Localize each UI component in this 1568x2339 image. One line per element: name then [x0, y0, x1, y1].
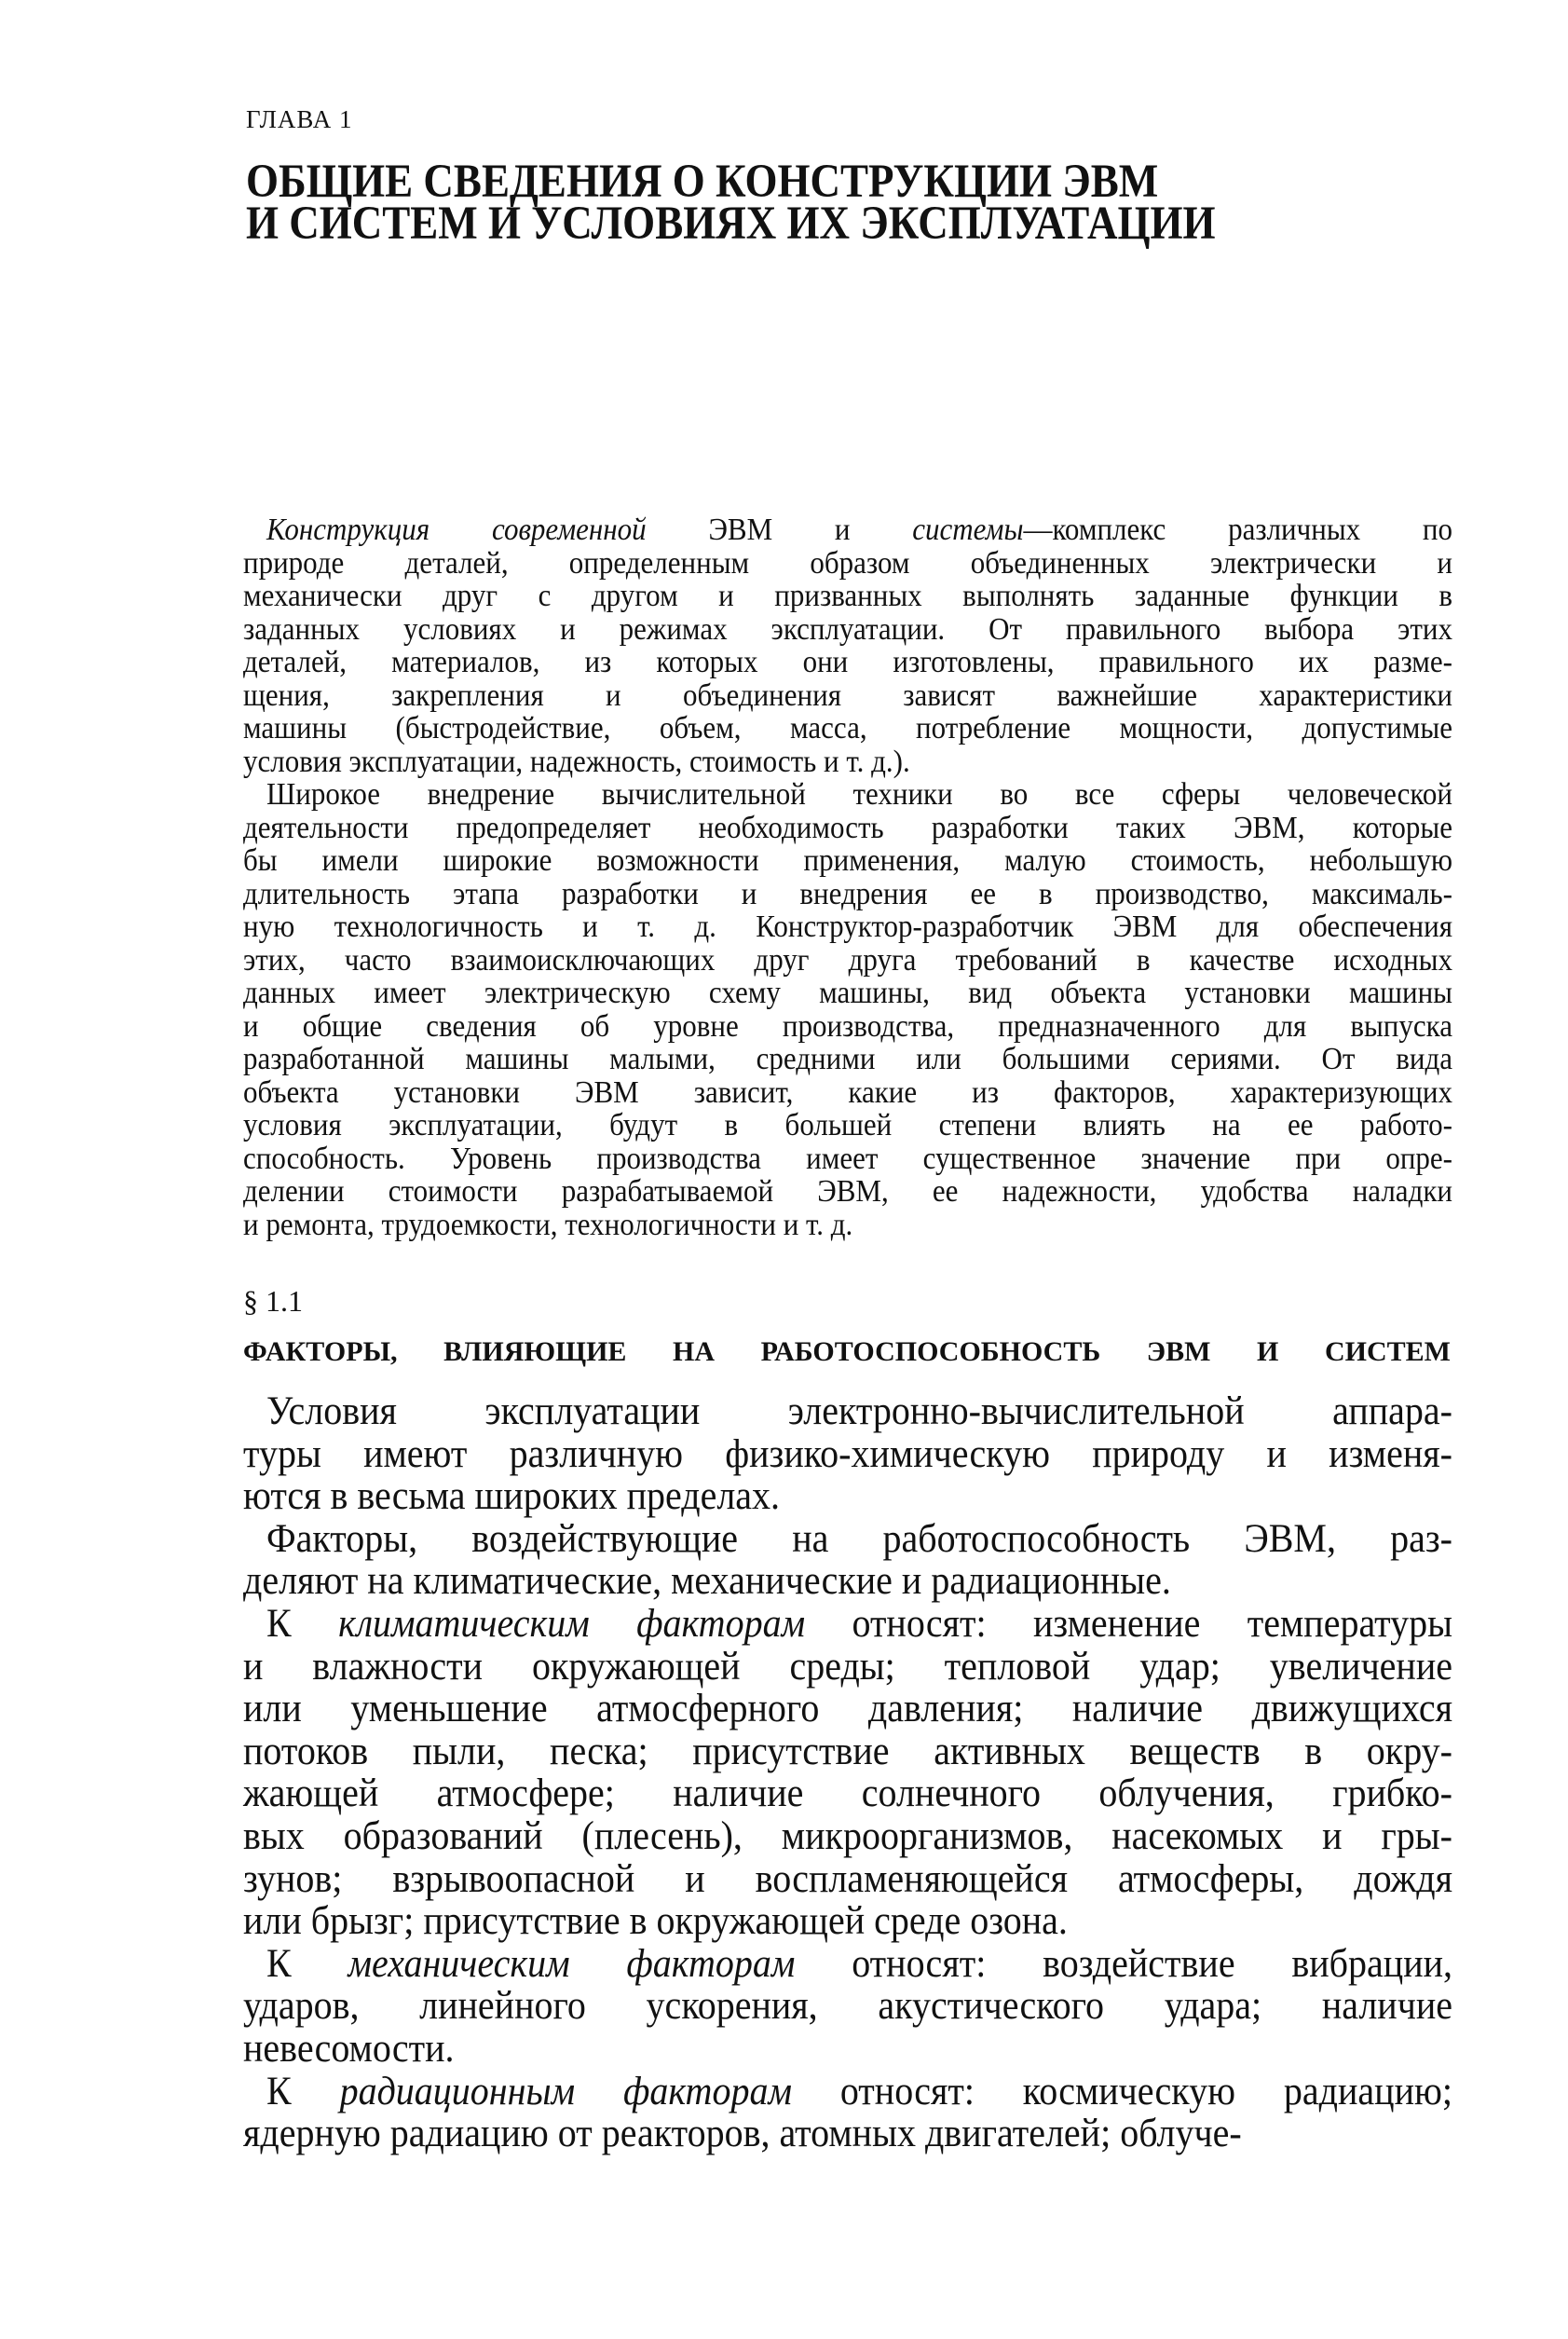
text-segment: К: [266, 2067, 340, 2113]
italic-term: Конструкция современной: [266, 511, 647, 547]
paragraph-line: разработанной машины малыми, средними или большими сериями. От вида: [243, 1040, 1452, 1076]
chapter-label: ГЛАВА 1: [246, 105, 353, 133]
text-segment: относят: космическую радиацию;: [791, 2067, 1452, 2113]
paragraph-line: длительность этапа разработки и внедрения ее в производство, максималь-: [243, 874, 1452, 911]
text-segment: относят: воздействие вибрации,: [795, 1939, 1452, 1986]
paragraph-line: туры имеют различную физико-химическую природу и изменя-: [243, 1429, 1452, 1476]
paragraph-line: деталей, материалов, из которых они изготовлены, правильного их разме-: [243, 643, 1452, 679]
paragraph-line: потоков пыли, песка; присутствие активных веществ в окру-: [243, 1727, 1452, 1773]
paragraph-line: заданных условиях и режимах эксплуатации. От правильного выбора этих: [243, 609, 1452, 647]
paragraph-line: [243, 2068, 1452, 2113]
paragraph-line: природе деталей, определенным образом объединенных электрически и: [243, 543, 1452, 581]
paragraph-line: деятельности предопределяет необходимость разработки таких ЭВМ, которые: [243, 808, 1452, 845]
paragraph-line: ядерную радиацию от реакторов, атомных двигателей; облуче-: [243, 2110, 1242, 2155]
paragraph-line: [243, 1940, 1452, 1986]
paragraph-line: невесомости.: [243, 2025, 455, 2071]
paragraph-line: и ремонта, трудоемкости, технологичности и т. д.: [243, 1205, 853, 1242]
paragraph-line: объекта установки ЭВМ зависит, какие из факторов, характеризующих: [243, 1073, 1452, 1110]
paragraph-line: ную технологичность и т. д. Конструктор-разработчик ЭВМ для обеспечения: [243, 908, 1452, 944]
paragraph-line: или брызг; присутствие в окружающей среде озона.: [243, 1897, 1068, 1943]
paragraph-line: зунов; взрывоопасной и воспламеняющейся атмосферы, дождя: [243, 1854, 1452, 1901]
paragraph-line: ударов, линейного ускорения, акустического удара; наличие: [243, 1982, 1452, 2029]
paragraph-line: ются в весьма широких пределах.: [243, 1472, 781, 1518]
chapter-title-line: ОБЩИЕ СВЕДЕНИЯ О КОНСТРУКЦИИ ЭВМ: [246, 155, 1159, 208]
paragraph-line: [243, 1600, 1452, 1646]
italic-term: климатическим факторам: [338, 1600, 806, 1646]
paragraph-line: и общие сведения об уровне производства, предназначенного для выпуска: [243, 1006, 1452, 1044]
intro-text: [243, 513, 1452, 1240]
paragraph-line: Факторы, воздействующие на работоспособность ЭВМ, раз-: [266, 1514, 1452, 1561]
paragraph-line: делении стоимости разрабатываемой ЭВМ, ее надежности, удобства наладки: [243, 1172, 1452, 1209]
paragraph-line: или уменьшение атмосферного давления; наличие движущихся: [243, 1685, 1452, 1730]
paragraph-line: данных имеет электрическую схему машины, вид объекта установки машины: [243, 974, 1452, 1010]
italic-term: радиационным факторам: [339, 2067, 792, 2113]
text-segment: К: [266, 1939, 348, 1986]
chapter-title: [246, 155, 1216, 250]
paragraph-line: условия эксплуатации, надежность, стоимость и т. д.).: [243, 742, 910, 779]
paragraph-line: [243, 511, 1452, 547]
paragraph-line: деляют на климатические, механические и радиационные.: [243, 1557, 1171, 1604]
italic-term: механическим факторам: [348, 1939, 796, 1986]
paragraph-line: щения, закрепления и объединения зависят важнейшие характеристики: [243, 676, 1452, 713]
section-title: ФАКТОРЫ, ВЛИЯЮЩИЕ НА РАБОТОСПОСОБНОСТЬ ЭВМ И СИСТЕМ: [243, 1336, 1451, 1367]
paragraph-line: Условия эксплуатации электронно-вычислительной аппара-: [266, 1388, 1452, 1433]
text-segment: относят: изменение температуры: [805, 1600, 1453, 1646]
text-segment: ЭВМ и: [646, 511, 913, 547]
paragraph-line: Широкое внедрение вычислительной техники во все сферы человеческой: [266, 775, 1452, 812]
paragraph-line: вых образований (плесень), микроорганизмов, насекомых и гры-: [243, 1812, 1452, 1858]
chapter-title-line: И СИСТЕМ И УСЛОВИЯХ ИХ ЭКСПЛУАТАЦИИ: [246, 197, 1216, 250]
paragraph-line: бы имели широкие возможности применения, малую стоимость, небольшую: [243, 841, 1452, 878]
paragraph-line: этих, часто взаимоисключающих друг друга требований в качестве исходных: [243, 940, 1452, 978]
text-segment: —комплекс различных по: [1023, 511, 1452, 547]
text-segment: К: [266, 1600, 339, 1646]
section-number: § 1.1: [243, 1284, 303, 1318]
italic-term: системы: [912, 511, 1024, 547]
paragraph-line: способность. Уровень производства имеет существенное значение при опре-: [243, 1139, 1452, 1176]
paragraph-line: условия эксплуатации, будут в большей степени влиять на ее работо-: [243, 1106, 1452, 1142]
paragraph-line: и влажности окружающей среды; тепловой удар; увеличение: [243, 1642, 1452, 1689]
paragraph-line: машины (быстродействие, объем, масса, потребление мощности, допустимые: [243, 709, 1452, 745]
section-body-text: [243, 1389, 1452, 2154]
paragraph-line: жающей атмосфере; наличие солнечного облучения, грибко-: [243, 1770, 1452, 1816]
paragraph-line: механически друг с другом и призванных выполнять заданные функции в: [243, 577, 1452, 613]
